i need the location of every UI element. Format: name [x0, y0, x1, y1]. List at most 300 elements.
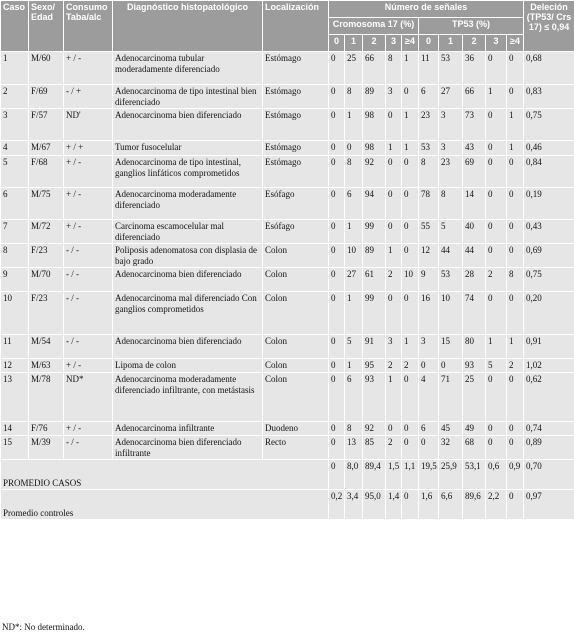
cell-cromosoma-0: 0: [329, 188, 345, 220]
cell-delecion: 0,89: [524, 436, 574, 460]
cell-caso: 8: [1, 244, 29, 268]
cell-caso: 3: [1, 109, 29, 141]
table-row: [1, 220, 574, 244]
cell-tp53-3: 0: [486, 244, 507, 268]
cell-sexo-edad: F/76: [29, 422, 64, 436]
cell-sexo-edad: M/75: [29, 188, 64, 220]
cell-cromosoma-4: 0: [402, 422, 419, 436]
table-row: [1, 156, 574, 188]
cell-tp53-0: 55: [419, 220, 439, 244]
cell-tp53-1: 45: [439, 422, 463, 436]
cell-cromosoma-3: 2: [386, 359, 402, 373]
cell-tp53-1: 3: [439, 109, 463, 141]
cell-cromosoma-2: 85: [363, 436, 386, 460]
cell-tp53-0: 9: [419, 268, 439, 292]
subheader-signal-8: 3: [486, 35, 507, 52]
cell-caso: 15: [1, 436, 29, 460]
cell-tp53-0: 11: [419, 52, 439, 85]
cell-cromosoma-4: 1: [402, 335, 419, 359]
cell-tp53-4: 0: [507, 292, 524, 335]
cell-caso: 10: [1, 292, 29, 335]
header-localizacion: Localización: [263, 1, 329, 52]
cell-delecion: 0,83: [524, 85, 574, 109]
promedio-controles-row-cromosoma-2: 95,0: [363, 490, 386, 520]
cell-tp53-2: 69: [463, 156, 486, 188]
promedio-controles-row-delecion: 0,97: [524, 490, 574, 520]
cell-sexo-edad: M/78: [29, 373, 64, 422]
cell-tp53-1: 53: [439, 52, 463, 85]
cell-localizacion: Colon: [263, 268, 329, 292]
cell-consumo: - / +: [64, 85, 113, 109]
table-row: [1, 359, 574, 373]
subheader-signal-3: 3: [386, 35, 402, 52]
cell-diagnostico: Adenocarcinoma de tipo intestinal, ganglios linfáticos comprometidos: [113, 156, 263, 188]
header-delecion: Deleción (TP53/ Crs 17) ≤ 0,94: [524, 1, 574, 52]
cell-sexo-edad: M/63: [29, 359, 64, 373]
cell-tp53-3: 0: [486, 292, 507, 335]
cell-consumo: ND': [64, 109, 113, 141]
cell-localizacion: Esófago: [263, 188, 329, 220]
cell-diagnostico: Tumor fusocelular: [113, 141, 263, 156]
promedio-casos-row: [1, 460, 574, 490]
cell-tp53-2: 40: [463, 220, 486, 244]
cell-consumo: + / -: [64, 359, 113, 373]
cell-tp53-3: 2: [486, 268, 507, 292]
cell-cromosoma-1: 1: [345, 109, 363, 141]
promedio-casos-row-cromosoma-2: 89,4: [363, 460, 386, 490]
promedio-controles-row: [1, 490, 574, 520]
cell-consumo: - / -: [64, 335, 113, 359]
cell-tp53-1: 8: [439, 188, 463, 220]
cell-diagnostico: Adenocarcinoma moderadamente diferenciado infiltrante, con metástasis: [113, 373, 263, 422]
cell-cromosoma-1: 13: [345, 436, 363, 460]
table-row: [1, 141, 574, 156]
cell-diagnostico: Adenocarcinoma bien diferenciado: [113, 335, 263, 359]
cell-diagnostico: Poliposis adenomatosa con displasia de bajo grado: [113, 244, 263, 268]
cell-tp53-3: 5: [486, 359, 507, 373]
header-consumo: Consumo Taba/alc: [64, 1, 113, 52]
cell-cromosoma-0: 0: [329, 359, 345, 373]
footnote: ND*: No determinado.: [2, 622, 85, 632]
cell-cromosoma-2: 98: [363, 141, 386, 156]
cell-tp53-0: 0: [419, 359, 439, 373]
cell-tp53-2: 36: [463, 52, 486, 85]
cell-cromosoma-1: 27: [345, 268, 363, 292]
cell-tp53-3: 0: [486, 156, 507, 188]
table-row: [1, 422, 574, 436]
subheader-signal-4: ≥4: [402, 35, 419, 52]
cell-cromosoma-3: 0: [386, 422, 402, 436]
cell-sexo-edad: F/68: [29, 156, 64, 188]
cell-cromosoma-0: 0: [329, 156, 345, 188]
cell-tp53-2: 44: [463, 244, 486, 268]
cell-delecion: 0,69: [524, 244, 574, 268]
cell-cromosoma-3: 1: [386, 141, 402, 156]
cell-tp53-3: 0: [486, 109, 507, 141]
cell-cromosoma-3: 3: [386, 85, 402, 109]
cell-delecion: 1,02: [524, 359, 574, 373]
cell-caso: 11: [1, 335, 29, 359]
cell-tp53-3: 0: [486, 141, 507, 156]
cell-delecion: 0,62: [524, 373, 574, 422]
cell-sexo-edad: M/54: [29, 335, 64, 359]
cell-caso: 12: [1, 359, 29, 373]
cell-consumo: - / -: [64, 244, 113, 268]
cell-tp53-2: 25: [463, 373, 486, 422]
cell-tp53-2: 49: [463, 422, 486, 436]
cell-diagnostico: Adenocarcinoma mal diferenciado Con ganglios comprometidos: [113, 292, 263, 335]
cell-tp53-1: 44: [439, 244, 463, 268]
cell-tp53-3: 1: [486, 335, 507, 359]
cell-tp53-0: 6: [419, 85, 439, 109]
cell-tp53-0: 12: [419, 244, 439, 268]
header-numero-senales: Número de señales: [329, 1, 524, 18]
cell-cromosoma-2: 89: [363, 244, 386, 268]
cell-sexo-edad: M/70: [29, 268, 64, 292]
cell-cromosoma-1: 0: [345, 141, 363, 156]
cell-tp53-1: 53: [439, 268, 463, 292]
cell-tp53-1: 15: [439, 335, 463, 359]
cell-localizacion: Estómago: [263, 85, 329, 109]
cell-consumo: - / -: [64, 292, 113, 335]
cell-tp53-2: 74: [463, 292, 486, 335]
promedio-casos-row-tp53-0: 19,5: [419, 460, 439, 490]
table-row: [1, 292, 574, 335]
cell-cromosoma-3: 1: [386, 244, 402, 268]
header-sexo-edad: Sexo/ Edad: [29, 1, 64, 52]
table-row: [1, 244, 574, 268]
cell-consumo: + / -: [64, 422, 113, 436]
cell-diagnostico: Adenocarcinoma bien diferenciado: [113, 268, 263, 292]
cell-cromosoma-0: 0: [329, 85, 345, 109]
cell-caso: 14: [1, 422, 29, 436]
cell-tp53-0: 3: [419, 335, 439, 359]
cell-cromosoma-2: 99: [363, 292, 386, 335]
cell-cromosoma-2: 99: [363, 220, 386, 244]
cell-tp53-4: 0: [507, 436, 524, 460]
promedio-controles-row-tp53-3: 2,2: [486, 490, 507, 520]
cell-consumo: + / -: [64, 220, 113, 244]
cell-cromosoma-1: 1: [345, 220, 363, 244]
cell-tp53-2: 73: [463, 109, 486, 141]
cell-sexo-edad: M/39: [29, 436, 64, 460]
cell-tp53-3: 0: [486, 422, 507, 436]
cell-diagnostico: Adenocarcinoma bien diferenciado infiltrante: [113, 436, 263, 460]
cell-cromosoma-1: 5: [345, 335, 363, 359]
cell-delecion: 0,75: [524, 268, 574, 292]
subheader-signal-9: ≥4: [507, 35, 524, 52]
cell-delecion: 0,20: [524, 292, 574, 335]
cell-caso: 9: [1, 268, 29, 292]
cell-cromosoma-4: 10: [402, 268, 419, 292]
cell-cromosoma-3: 0: [386, 109, 402, 141]
cell-cromosoma-1: 1: [345, 292, 363, 335]
promedio-casos-row-label: PROMEDIO CASOS: [1, 460, 329, 490]
cell-sexo-edad: M/60: [29, 52, 64, 85]
promedio-casos-row-cromosoma-0: 0: [329, 460, 345, 490]
cell-delecion: 0,46: [524, 141, 574, 156]
cell-cromosoma-1: 8: [345, 85, 363, 109]
promedio-casos-row-cromosoma-4: 1,1: [402, 460, 419, 490]
cell-cromosoma-2: 92: [363, 422, 386, 436]
cell-delecion: 0,91: [524, 335, 574, 359]
table-row: [1, 373, 574, 422]
cell-cromosoma-4: 0: [402, 436, 419, 460]
subheader-signal-1: 1: [345, 35, 363, 52]
cell-cromosoma-2: 61: [363, 268, 386, 292]
cell-delecion: 0,19: [524, 188, 574, 220]
cell-localizacion: Colon: [263, 373, 329, 422]
cell-cromosoma-2: 94: [363, 188, 386, 220]
cell-localizacion: Estómago: [263, 141, 329, 156]
cell-localizacion: Colon: [263, 244, 329, 268]
cell-cromosoma-0: 0: [329, 292, 345, 335]
cell-localizacion: Duodeno: [263, 422, 329, 436]
cell-localizacion: Esófago: [263, 220, 329, 244]
cell-tp53-0: 4: [419, 373, 439, 422]
cell-tp53-0: 0: [419, 436, 439, 460]
header-caso: Caso: [1, 1, 29, 52]
header-cromosoma: Cromosoma 17 (%): [329, 18, 419, 35]
cell-cromosoma-3: 1: [386, 373, 402, 422]
cell-diagnostico: Lipoma de colon: [113, 359, 263, 373]
cell-tp53-4: 1: [507, 109, 524, 141]
cell-tp53-2: 80: [463, 335, 486, 359]
cell-tp53-1: 71: [439, 373, 463, 422]
promedio-controles-row-tp53-0: 1,6: [419, 490, 439, 520]
table-row: [1, 109, 574, 141]
cell-tp53-3: 0: [486, 436, 507, 460]
promedio-controles-row-tp53-1: 6,6: [439, 490, 463, 520]
cell-tp53-4: 2: [507, 359, 524, 373]
cell-caso: 7: [1, 220, 29, 244]
cell-diagnostico: Adenocarcinoma moderadamente diferenciado: [113, 188, 263, 220]
cell-cromosoma-1: 1: [345, 359, 363, 373]
cell-tp53-3: 0: [486, 373, 507, 422]
cell-cromosoma-0: 0: [329, 335, 345, 359]
cell-consumo: + / +: [64, 141, 113, 156]
cell-localizacion: Colon: [263, 292, 329, 335]
cell-consumo: + / -: [64, 156, 113, 188]
subheader-signal-2: 2: [363, 35, 386, 52]
cell-cromosoma-4: 1: [402, 141, 419, 156]
cell-cromosoma-3: 2: [386, 268, 402, 292]
cell-cromosoma-2: 92: [363, 156, 386, 188]
cell-tp53-1: 32: [439, 436, 463, 460]
cell-localizacion: Estómago: [263, 52, 329, 85]
table-row: [1, 335, 574, 359]
cell-cromosoma-4: 0: [402, 188, 419, 220]
cell-cromosoma-2: 89: [363, 85, 386, 109]
cell-tp53-3: 0: [486, 188, 507, 220]
promedio-casos-row-cromosoma-1: 8,0: [345, 460, 363, 490]
cell-tp53-2: 28: [463, 268, 486, 292]
cell-tp53-0: 6: [419, 422, 439, 436]
cell-tp53-1: 3: [439, 141, 463, 156]
cell-cromosoma-4: 1: [402, 109, 419, 141]
cell-cromosoma-3: 2: [386, 436, 402, 460]
cell-delecion: 0,68: [524, 52, 574, 85]
cell-cromosoma-0: 0: [329, 268, 345, 292]
cell-diagnostico: Carcinoma escamocelular mal diferenciado: [113, 220, 263, 244]
cell-tp53-1: 27: [439, 85, 463, 109]
cell-caso: 4: [1, 141, 29, 156]
cell-tp53-0: 53: [419, 141, 439, 156]
cell-sexo-edad: M/67: [29, 141, 64, 156]
cell-delecion: 0,74: [524, 422, 574, 436]
cell-cromosoma-2: 93: [363, 373, 386, 422]
header-tp53: TP53 (%): [419, 18, 524, 35]
cell-sexo-edad: F/23: [29, 292, 64, 335]
cell-consumo: + / -: [64, 188, 113, 220]
cell-localizacion: Colon: [263, 359, 329, 373]
table-row: [1, 52, 574, 85]
cell-cromosoma-4: 0: [402, 292, 419, 335]
cell-sexo-edad: F/57: [29, 109, 64, 141]
cell-tp53-3: 0: [486, 220, 507, 244]
cell-cromosoma-4: 0: [402, 156, 419, 188]
cell-tp53-4: 1: [507, 141, 524, 156]
cell-cromosoma-3: 0: [386, 292, 402, 335]
header-diagnostico: Diagnóstico histopatológico: [113, 1, 263, 52]
cell-cromosoma-0: 0: [329, 220, 345, 244]
cell-cromosoma-4: 0: [402, 85, 419, 109]
cell-tp53-2: 66: [463, 85, 486, 109]
cell-diagnostico: Adenocarcinoma de tipo intestinal bien diferenciado: [113, 85, 263, 109]
cell-tp53-0: 16: [419, 292, 439, 335]
cell-cromosoma-3: 0: [386, 156, 402, 188]
cell-cromosoma-1: 6: [345, 373, 363, 422]
cell-tp53-1: 0: [439, 359, 463, 373]
cell-cromosoma-2: 98: [363, 109, 386, 141]
cell-diagnostico: Adenocarcinoma tubular moderadamente diferenciado: [113, 52, 263, 85]
cell-tp53-4: 0: [507, 188, 524, 220]
promedio-controles-row-label: Promedio controles: [1, 490, 329, 520]
cell-cromosoma-1: 6: [345, 188, 363, 220]
cell-tp53-1: 23: [439, 156, 463, 188]
cell-diagnostico: Adenocarcinoma bien diferenciado: [113, 109, 263, 141]
cell-cromosoma-0: 0: [329, 244, 345, 268]
table-row: [1, 268, 574, 292]
cell-tp53-4: 0: [507, 85, 524, 109]
cell-cromosoma-1: 10: [345, 244, 363, 268]
table-row: [1, 436, 574, 460]
cell-delecion: 0,84: [524, 156, 574, 188]
cell-cromosoma-0: 0: [329, 422, 345, 436]
promedio-controles-row-cromosoma-3: 1,4: [386, 490, 402, 520]
cell-tp53-4: 0: [507, 156, 524, 188]
cell-cromosoma-0: 0: [329, 373, 345, 422]
cell-cromosoma-4: 0: [402, 244, 419, 268]
cell-cromosoma-2: 66: [363, 52, 386, 85]
cell-cromosoma-2: 95: [363, 359, 386, 373]
cell-cromosoma-4: 0: [402, 220, 419, 244]
cell-consumo: ND*: [64, 373, 113, 422]
cell-caso: 5: [1, 156, 29, 188]
cell-localizacion: Colon: [263, 335, 329, 359]
promedio-casos-row-tp53-1: 25,9: [439, 460, 463, 490]
cell-tp53-4: 0: [507, 244, 524, 268]
cell-cromosoma-1: 8: [345, 156, 363, 188]
cell-localizacion: Estómago: [263, 156, 329, 188]
subheader-signal-0: 0: [329, 35, 345, 52]
table-row: [1, 188, 574, 220]
cell-cromosoma-2: 91: [363, 335, 386, 359]
cell-sexo-edad: F/23: [29, 244, 64, 268]
subheader-signal-7: 2: [463, 35, 486, 52]
cell-cromosoma-0: 0: [329, 52, 345, 85]
cell-cromosoma-4: 1: [402, 52, 419, 85]
cell-consumo: - / -: [64, 436, 113, 460]
cell-delecion: 0,75: [524, 109, 574, 141]
table-row: [1, 85, 574, 109]
cell-consumo: + / -: [64, 52, 113, 85]
cell-tp53-4: 1: [507, 335, 524, 359]
cell-cromosoma-3: 3: [386, 335, 402, 359]
cell-cromosoma-0: 0: [329, 436, 345, 460]
cell-tp53-4: 0: [507, 373, 524, 422]
cell-caso: 1: [1, 52, 29, 85]
cell-cromosoma-3: 8: [386, 52, 402, 85]
promedio-casos-row-delecion: 0,70: [524, 460, 574, 490]
cell-tp53-0: 78: [419, 188, 439, 220]
cell-tp53-0: 23: [419, 109, 439, 141]
subheader-signal-5: 0: [419, 35, 439, 52]
promedio-controles-row-cromosoma-1: 3,4: [345, 490, 363, 520]
promedio-controles-row-cromosoma-4: 0: [402, 490, 419, 520]
subheader-signal-6: 1: [439, 35, 463, 52]
cell-tp53-2: 93: [463, 359, 486, 373]
cell-cromosoma-0: 0: [329, 141, 345, 156]
promedio-controles-row-tp53-4: 0: [507, 490, 524, 520]
promedio-casos-row-tp53-2: 53,1: [463, 460, 486, 490]
cell-tp53-2: 43: [463, 141, 486, 156]
promedio-controles-row-tp53-2: 89,6: [463, 490, 486, 520]
cell-tp53-4: 0: [507, 220, 524, 244]
cell-tp53-4: 0: [507, 422, 524, 436]
cell-caso: 13: [1, 373, 29, 422]
cell-caso: 2: [1, 85, 29, 109]
cell-tp53-3: 1: [486, 85, 507, 109]
cell-consumo: - / -: [64, 268, 113, 292]
cell-diagnostico: Adenocarcinoma infiltrante: [113, 422, 263, 436]
cell-localizacion: Estómago: [263, 109, 329, 141]
cell-tp53-4: 0: [507, 52, 524, 85]
cell-tp53-0: 8: [419, 156, 439, 188]
cell-caso: 6: [1, 188, 29, 220]
cell-sexo-edad: F/69: [29, 85, 64, 109]
promedio-casos-row-tp53-4: 0,9: [507, 460, 524, 490]
cell-delecion: 0,43: [524, 220, 574, 244]
cell-tp53-2: 14: [463, 188, 486, 220]
cell-cromosoma-1: 25: [345, 52, 363, 85]
cell-cromosoma-3: 0: [386, 188, 402, 220]
cell-tp53-1: 5: [439, 220, 463, 244]
cell-tp53-3: 0: [486, 52, 507, 85]
cell-cromosoma-1: 8: [345, 422, 363, 436]
cell-cromosoma-0: 0: [329, 109, 345, 141]
cell-tp53-2: 68: [463, 436, 486, 460]
cell-localizacion: Recto: [263, 436, 329, 460]
cell-tp53-1: 10: [439, 292, 463, 335]
promedio-casos-row-tp53-3: 0,6: [486, 460, 507, 490]
cell-cromosoma-3: 0: [386, 220, 402, 244]
cell-cromosoma-4: 2: [402, 359, 419, 373]
cell-sexo-edad: M/72: [29, 220, 64, 244]
promedio-casos-row-cromosoma-3: 1,5: [386, 460, 402, 490]
promedio-controles-row-cromosoma-0: 0,2: [329, 490, 345, 520]
cell-tp53-4: 8: [507, 268, 524, 292]
